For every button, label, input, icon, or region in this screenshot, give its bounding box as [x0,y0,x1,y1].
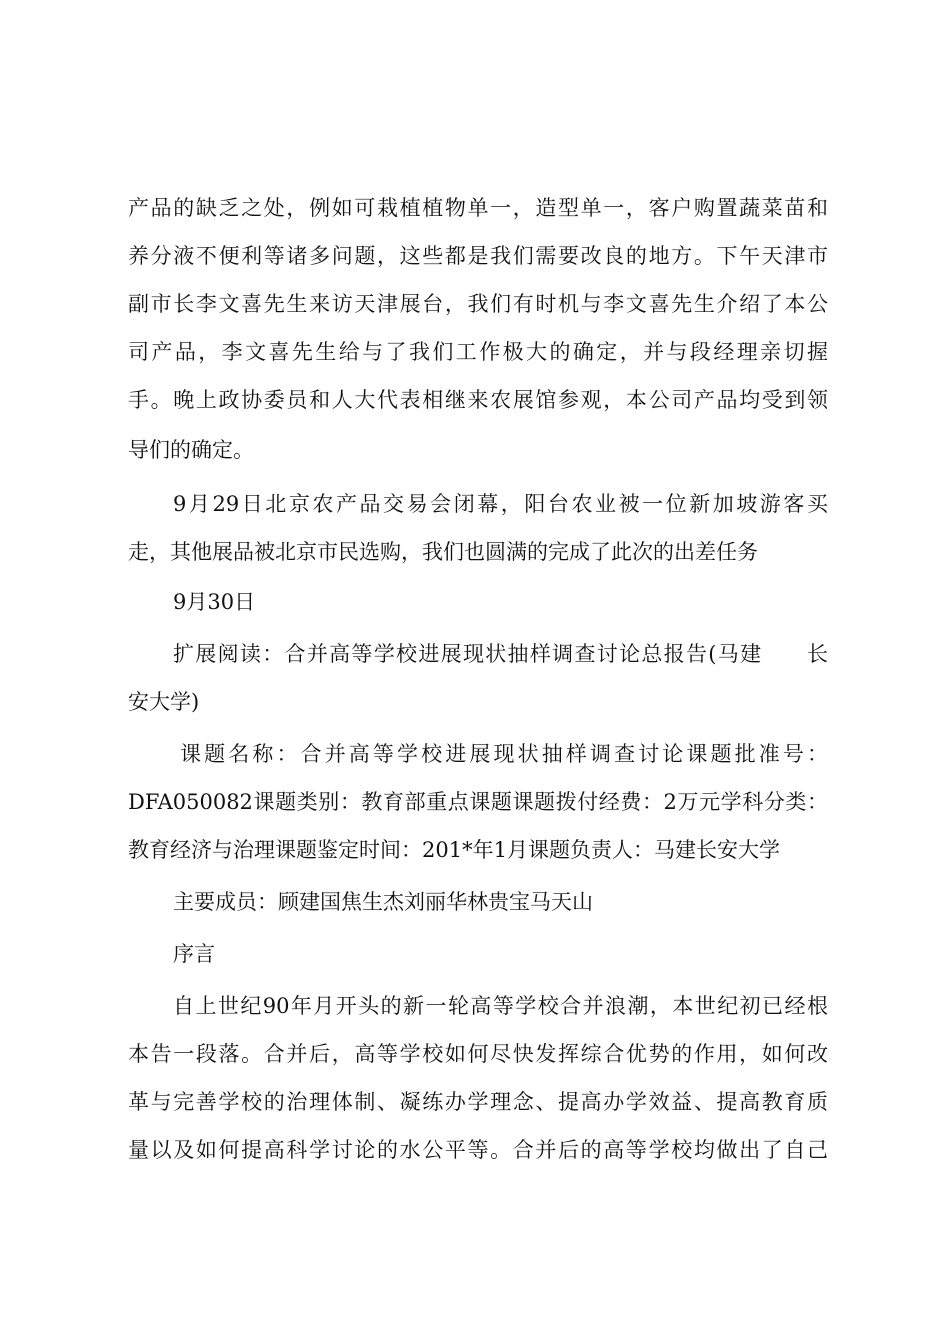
heading-line: 扩展阅读：合并高等学校进展现状抽样调查讨论总报告(马建 长 [173,642,828,666]
body-text-line: 自上世纪90年月开头的新一轮高等学校合并浪潮，本世纪初已经根 [173,994,828,1018]
meta-text-line: DFA050082课题类别：教育部重点课题课题拨付经费：2万元学科分类： [128,790,828,814]
body-text-line: 革与完善学校的治理体制、凝练办学理念、提高办学效益、提高教育质 [128,1090,828,1114]
body-text-line: 本告一段落。合并后，高等学校如何尽快发挥综合优势的作用，如何改 [128,1042,828,1066]
section-title: 序言 [173,942,215,966]
body-text-line: 量以及如何提高科学讨论的水公平等。合并后的高等学校均做出了自己 [128,1138,828,1162]
meta-text-line: 教育经济与治理课题鉴定时间：201*年1月课题负责人：马建长安大学 [128,838,780,862]
meta-text-line: 课题名称：合并高等学校进展现状抽样调查讨论课题批准号： [180,742,828,766]
date-line: 9月30日 [173,590,256,614]
body-text-line: 司产品，李文喜先生给与了我们工作极大的确定，并与段经理亲切握 [128,340,828,364]
body-text-line: 导们的确定。 [128,438,254,462]
heading-line: 安大学) [128,690,200,714]
body-text-line: 9月29日北京农产品交易会闭幕，阳台农业被一位新加坡游客买 [173,492,828,516]
body-text-line: 副市长李文喜先生来访天津展台，我们有时机与李文喜先生介绍了本公 [128,292,828,316]
body-text-line: 走，其他展品被北京市民选购，我们也圆满的完成了此次的出差任务 [128,540,758,564]
body-text-line: 产品的缺乏之处，例如可栽植植物单一，造型单一，客户购置蔬菜苗和 [128,196,828,220]
members-line: 主要成员：顾建国焦生杰刘丽华林贵宝马天山 [173,890,593,914]
body-text-line: 养分液不便利等诸多问题，这些都是我们需要改良的地方。下午天津市 [128,244,828,268]
body-text-line: 手。晚上政协委员和人大代表相继来农展馆参观，本公司产品均受到领 [128,388,828,412]
